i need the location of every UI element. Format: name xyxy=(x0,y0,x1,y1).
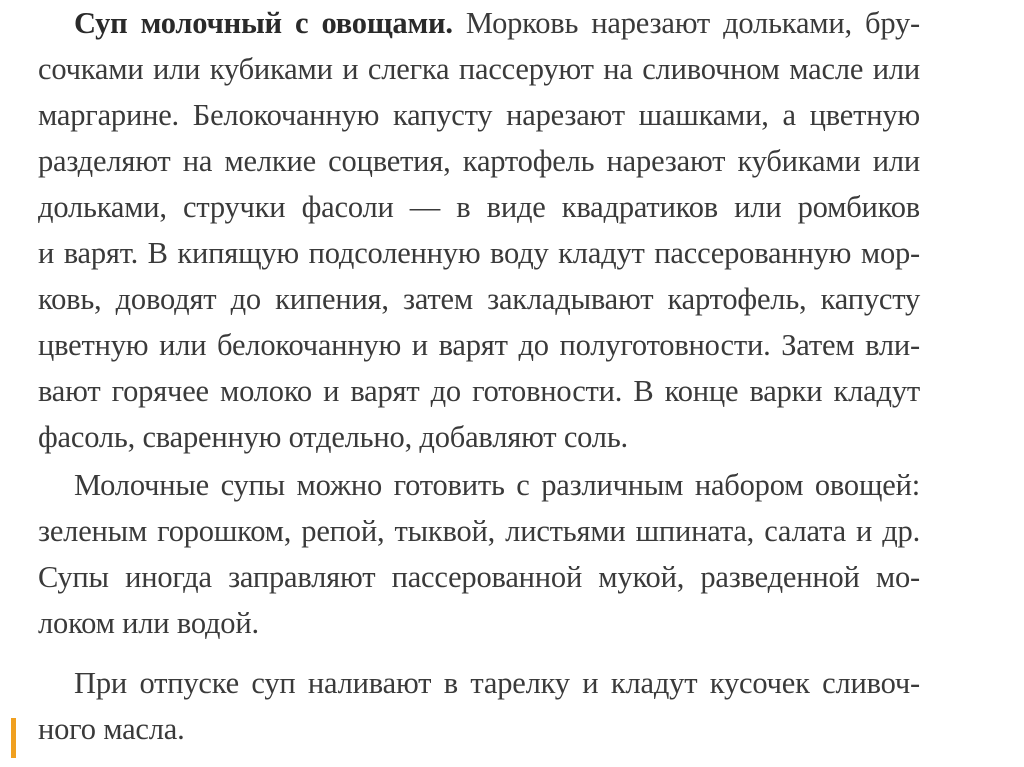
text-line: При отпуске суп наливают в тарелку и кладут кусочек сливоч- xyxy=(74,666,920,700)
text-line: локом или водой. xyxy=(38,606,259,640)
text-line xyxy=(38,0,920,46)
document-page xyxy=(38,0,988,767)
text-line: и варят. В кипящую подсоленную воду кладут пассерованную мор- xyxy=(38,236,920,270)
text-line: зеленым горошком, репой, тыквой, листьями шпината, салата и др. xyxy=(38,514,920,548)
recipe-title: Суп молочный с овощами. xyxy=(74,6,453,40)
text-line: цветную или белокочанную и варят до полуготовности. Затем вли- xyxy=(38,328,920,362)
text-line: ного масла. xyxy=(38,712,185,746)
text-line: ковь, доводят до кипения, затем закладывают картофель, капусту xyxy=(38,282,920,316)
text-line: разделяют на мелкие соцветия, картофель нарезают кубиками или xyxy=(38,144,920,178)
text-line: вают горячее молоко и варят до готовности. В конце варки кладут xyxy=(38,374,920,408)
text-line: маргарине. Белокочанную капусту нарезают шашками, а цветную xyxy=(38,98,920,132)
text-line: Молочные супы можно готовить с различным набором овощей: xyxy=(74,468,920,502)
line-text: Морковь нарезают дольками, бру- xyxy=(452,6,920,40)
text-line: фасоль, сваренную отдельно, добавляют соль. xyxy=(38,420,628,454)
text-line: сочками или кубиками и слегка пассеруют на сливочном масле или xyxy=(38,52,920,86)
accent-bar xyxy=(11,718,16,758)
text-line: дольками, стручки фасоли — в виде квадратиков или ромбиков xyxy=(38,190,920,224)
text-line: Супы иногда заправляют пассерованной мукой, разведенной мо- xyxy=(38,560,920,594)
